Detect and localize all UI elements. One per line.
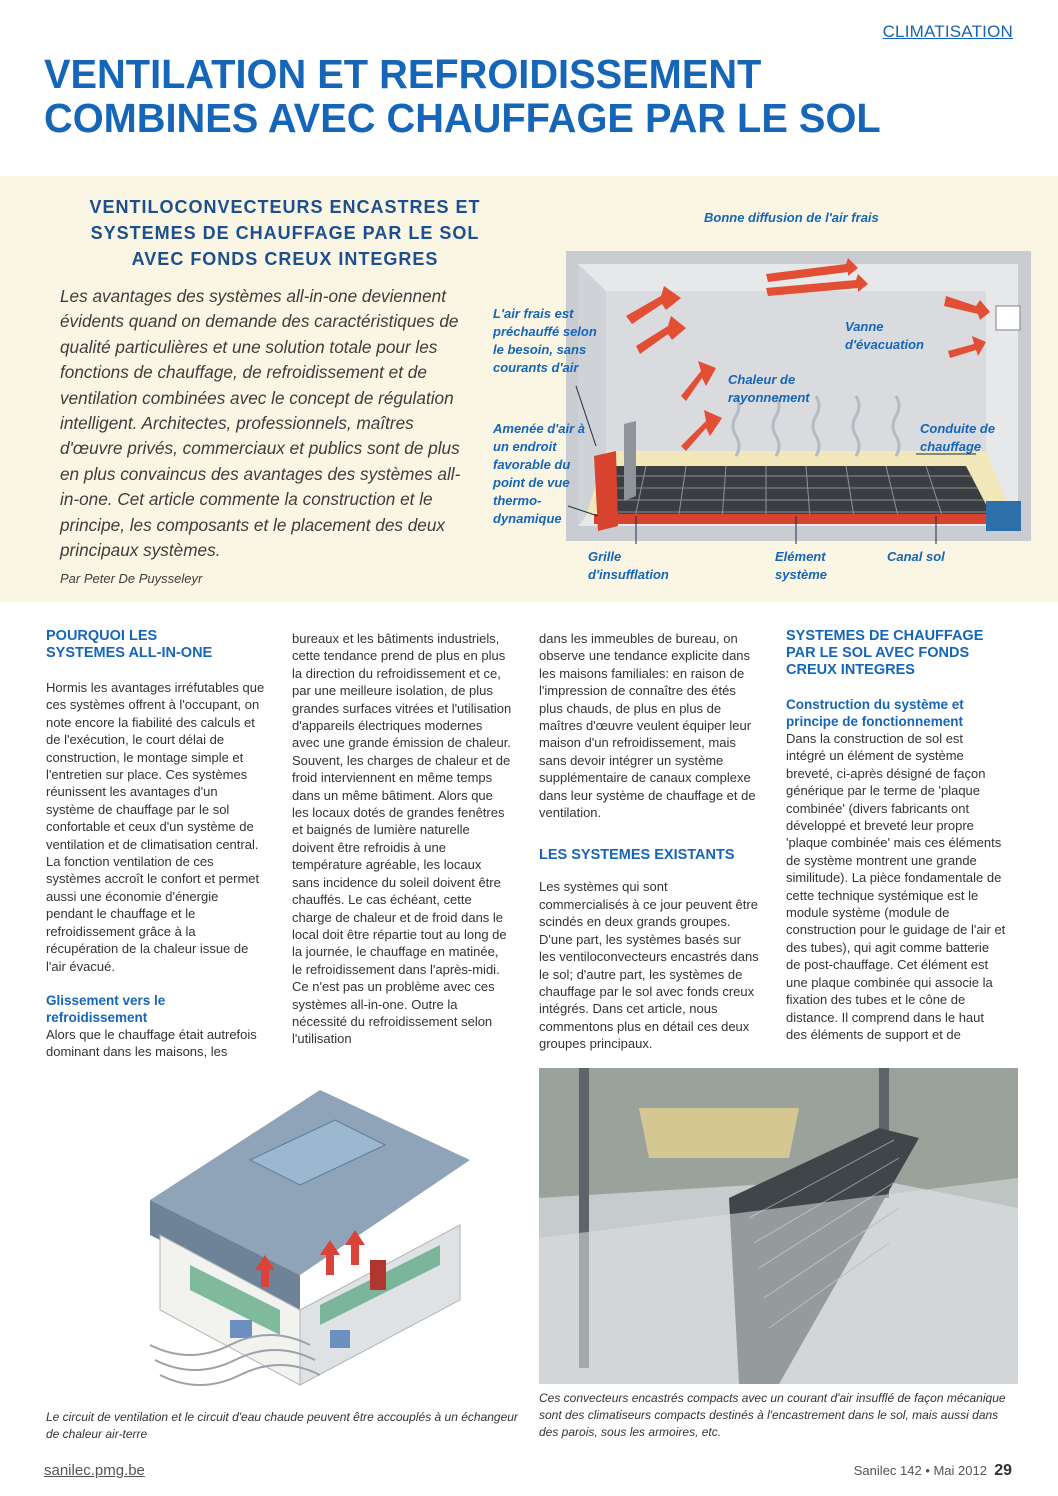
convector-photo xyxy=(539,1068,1018,1384)
heading-pourquoi: POURQUOI LES SYSTEMES ALL-IN-ONE xyxy=(46,628,213,661)
caption-house: Le circuit de ventilation et le circuit d'eau chaude peuvent être accouplés à un échangeur de chaleur air-terre xyxy=(46,1410,518,1441)
title-line-1: VENTILATION ET REFROIDISSEMENT xyxy=(44,51,762,97)
footer-info xyxy=(854,1462,1012,1480)
reflection xyxy=(639,1108,799,1158)
exhaust-valve xyxy=(996,306,1020,330)
caption-photo: Ces convecteurs encastrés compacts avec un courant d'air insufflé de façon mécanique sont des climatiseurs compacts destinés à l'encastrement dans le sol, mais aussi dans des parois, sous les armoires, etc. xyxy=(539,1391,1006,1439)
heat-pump xyxy=(330,1330,350,1348)
boiler xyxy=(370,1260,386,1290)
footer-site[interactable]: sanilec.pmg.be xyxy=(44,1462,145,1479)
heading-systemes-chauffage: SYSTEMES DE CHAUFFAGE PAR LE SOL AVEC FONDS CREUX INTEGRES xyxy=(786,628,984,678)
page-title xyxy=(44,52,995,140)
col3-paragraph-1: dans les immeubles de bureau, on observe une tendance explicite dans les maisons familiales: en raison de l'impression de connaître des étés plus chauds, de plus en plus de maîtres d'œuvre veulent équiper leur maison d'un refroidissement, mais sans devoir intégrer un système supplémentaire de canaux complexe dans leur système de chauffage et de ventilation. xyxy=(539,631,756,821)
floor-canal xyxy=(986,501,1021,531)
section-tag: CLIMATISATION xyxy=(882,22,1013,41)
subheading-glissement: Glissement vers le refroidissement xyxy=(46,992,166,1025)
subtitle-line-3: AVEC FONDS CREUX INTEGRES xyxy=(131,249,439,269)
page-number: 29 xyxy=(994,1462,1012,1479)
column-1 xyxy=(46,628,266,1061)
supply-channel xyxy=(594,514,994,524)
col3-paragraph-2: Les systèmes qui sont commercialisés à ce jour peuvent être scindés en deux grands groupes. xyxy=(539,879,758,930)
footer-issue: Sanilec 142 • Mai 2012 xyxy=(853,1463,987,1478)
col2-paragraph-1: bureaux et les bâtiments industriels, cette tendance prend de plus en plus la direction du refroidissement et ce, par une meilleure isolation, de plus grandes surfaces vitrées et l'utilisation d'appareils électriques modernes avec une grande émission de chaleur. Souvent, les charges de chaleur et de froid interviennent en même temps dans un même bâtiment. Alors que les locaux dotés de grandes fenêtres et baignés de lumière naturelle doivent être refroidis à une température agréable, les locaux sans incidence du soleil doivent être chauffés. Le cas échéant, cette charge de chaleur et de froid dans le local doit être répartie tout au long de la journée, le chauffage en matinée, le refroidissement dans l'après-midi. xyxy=(292,631,512,977)
label-chaleur: Chaleur de rayonnement xyxy=(728,372,810,405)
intro-lead: Les avantages des systèmes all-in-one deviennent évidents quand on demande des caractéristiques de qualité particulières et une solution totale pour les fonctions de chauffage, de refroidissement et de ventilation combinées avec le concept de régulation intelligent. Architectes, professionnels, maîtres d'œuvre privés, commerciaux et publics sont de plus en plus convaincus des avantages des systèmes all-in-one. Cet article commente la construction et le principe, les composants et le placement des deux principaux systèmes. xyxy=(60,286,461,561)
col1-paragraph-2: Alors que le chauffage était autrefois dominant dans les maisons, les xyxy=(46,1026,257,1060)
title-line-2: COMBINES AVEC CHAUFFAGE PAR LE SOL xyxy=(44,95,881,141)
label-element: Elément système xyxy=(775,549,828,582)
intro-subtitle xyxy=(60,194,510,272)
label-conduite: Conduite de chauffage xyxy=(920,421,996,454)
label-prechauffe: L'air frais est préchauffé selon le besoin, sans courants d'air xyxy=(493,306,597,375)
label-canal: Canal sol xyxy=(887,549,945,564)
col2-paragraph-2: Ce n'est pas un problème avec ces systèmes all-in-one. Outre la nécessité du refroidissement selon l'utilisation xyxy=(292,979,495,1047)
subtitle-line-1: VENTILOCONVECTEURS ENCASTRES ET xyxy=(89,197,481,217)
label-diffusion: Bonne diffusion de l'air frais xyxy=(704,210,879,225)
column-2 xyxy=(292,630,512,1048)
label-grille: Grille d'insufflation xyxy=(588,549,669,582)
col1-paragraph-1: Hormis les avantages irréfutables que ces systèmes offrent à l'occupant, on note encore la fiabilité des calculs et de l'exécution, le court délai de construction, le montage simple et l'entretien sur place. Ces systèmes réunissent les avantages d'un système de chauffage par le sol confortable et ceux d'un système de ventilation et de climatisation central. La fonction ventilation de ces systèmes accroît le confort et permet aussi une économie d'énergie pendant le chauffage et le refroidissement grâce à la récupération de la chaleur issue de l'air évacué. xyxy=(46,680,265,974)
label-vanne: Vanne d'évacuation xyxy=(845,319,924,352)
supply-duct xyxy=(594,451,618,531)
house-illustration xyxy=(130,1075,490,1395)
grille-frame xyxy=(624,421,636,501)
byline: Par Peter De Puysseleyr xyxy=(60,571,203,586)
column-4 xyxy=(786,628,1006,1043)
subheading-construction: Construction du système et principe de fonctionnement xyxy=(786,697,964,729)
label-amenee: Amenée d'air à un endroit favorable du point de vue thermo-dynamique xyxy=(493,421,585,526)
ventilation-unit xyxy=(230,1320,252,1338)
subtitle-line-2: SYSTEMES DE CHAUFFAGE PAR LE SOL xyxy=(90,223,480,243)
col4-paragraph-1: Dans la construction de sol est intégré un élément de système breveté, ci-après désigné de façon générique par le terme de 'plaque combinée' (divers fabricants ont développé et breveté leur propre 'plaque combinée' mais ces éléments de système montrent une grande similitude). La pièce fondamentale de cette technique systémique est le module système (module de construction pour le guidage de l'air et des tubes), qui agit comme batterie de post-chauffage. Cet élément est une plaque combinée qui associe la fixation des tubes et le cône de distance. Il comprend dans le haut des éléments de support et de xyxy=(786,731,1006,1042)
heading-systemes-existants: LES SYSTEMES EXISTANTS xyxy=(539,847,735,864)
column-3 xyxy=(539,630,759,1053)
col3-paragraph-3: D'une part, les systèmes basés sur les ventiloconvecteurs encastrés dans le sol; d'autre part, les systèmes de chauffage par le sol avec fonds creux intégrés. Dans cet article, nous commentons plus en détail ces deux groupes principaux. xyxy=(539,931,759,1052)
